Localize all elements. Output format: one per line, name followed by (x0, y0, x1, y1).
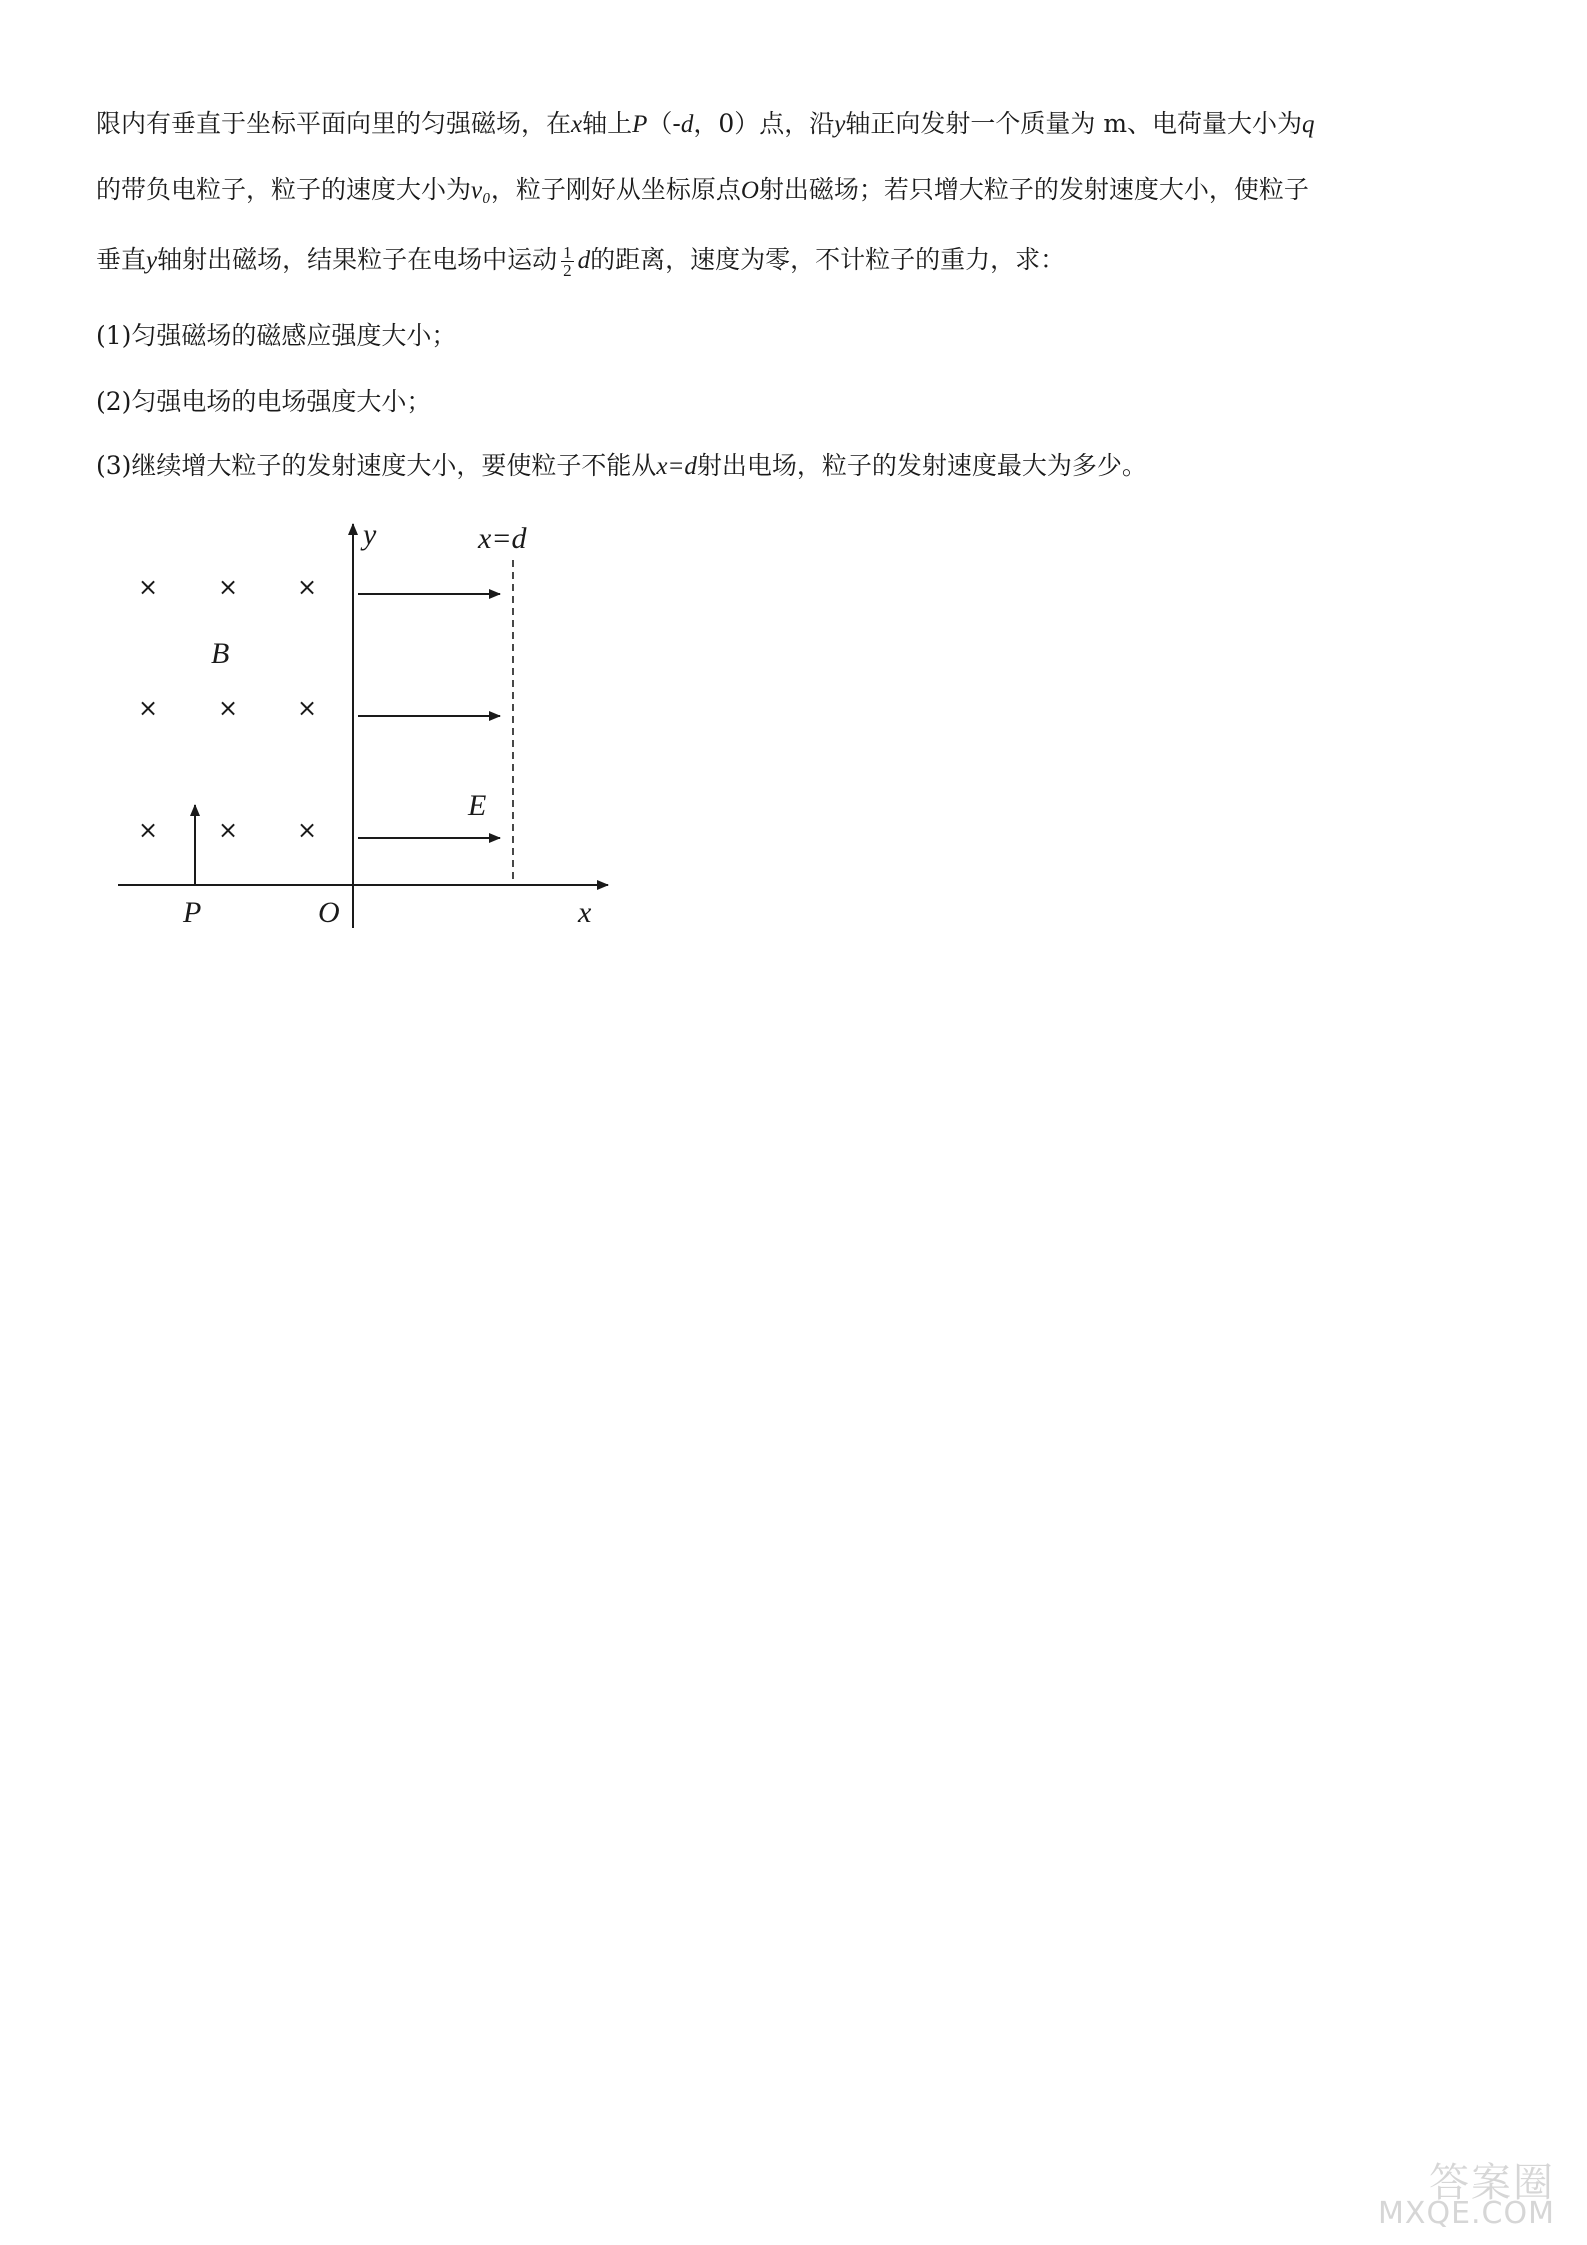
magnetic-field-cross-icon: × (137, 573, 159, 601)
magnetic-field-cross-icon: × (296, 694, 318, 722)
problem-line-1: 限内有垂直于坐标平面向里的匀强磁场，在x轴上P（-d，0）点，沿y轴正向发射一个质量为 m、电荷量大小为q (96, 109, 1315, 138)
label-electric-field-e: E (468, 789, 487, 822)
magnetic-field-cross-icon: × (217, 816, 239, 844)
label-x-equals-d: x=d (478, 522, 527, 555)
label-point-p: P (183, 896, 202, 929)
problem-line-2: 的带负电粒子，粒子的速度大小为v₀，粒子刚好从坐标原点O射出磁场；若只增大粒子的发射速度大小，使粒子 (96, 175, 1309, 204)
magnetic-field-cross-icon: × (217, 573, 239, 601)
question-1: (1)匀强磁场的磁感应强度大小； (96, 321, 457, 350)
fraction-one-half: $\frac{1}{2}$ (563, 243, 572, 280)
label-x-axis: x (578, 896, 592, 929)
physics-diagram (100, 510, 640, 950)
magnetic-field-cross-icon: × (296, 573, 318, 601)
label-origin-o: O (318, 896, 340, 929)
watermark-logo-text: 答案圈 (1429, 2160, 1555, 2206)
magnetic-field-cross-icon: × (296, 816, 318, 844)
label-y-axis: y (363, 518, 377, 551)
label-magnetic-field-b: B (211, 637, 230, 670)
question-3: (3)继续增大粒子的发射速度大小，要使粒子不能从x=d射出电场，粒子的发射速度最大为多少。 (96, 451, 1147, 480)
question-2: (2)匀强电场的电场强度大小； (96, 387, 432, 416)
magnetic-field-cross-icon: × (137, 694, 159, 722)
problem-line-3: 垂直y轴射出磁场，结果粒子在电场中运动 $\frac{1}{2}$ d的距离，速度为零，不计粒子的重力，求： (96, 243, 1066, 280)
watermark-site-text: MXQE.COM (1378, 2196, 1555, 2231)
magnetic-field-cross-icon: × (137, 816, 159, 844)
watermark-logo (1313, 2151, 1563, 2231)
magnetic-field-cross-icon: × (217, 694, 239, 722)
